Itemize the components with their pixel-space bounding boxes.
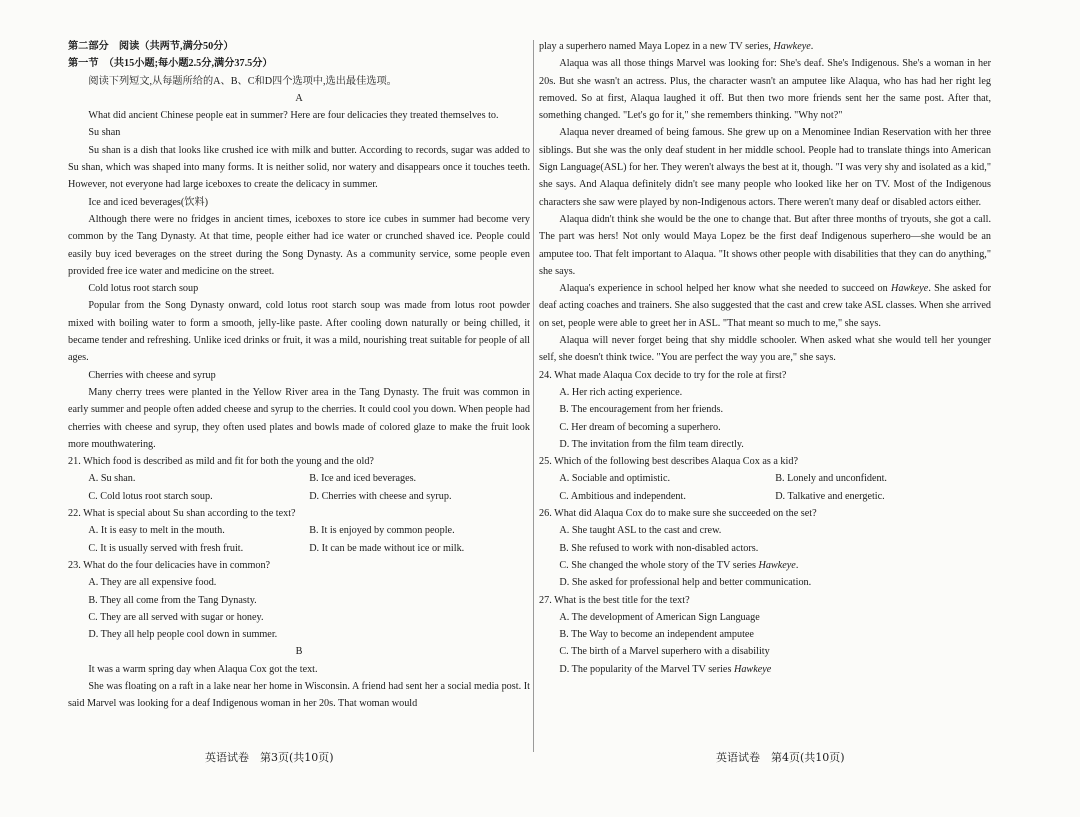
heading-cherries: Cherries with cheese and syrup — [88, 369, 216, 381]
option-23-b: B. They all come from the Tang Dynasty. — [88, 594, 257, 606]
column-divider — [533, 40, 534, 752]
option-24-b: B. The encouragement from her friends. — [559, 404, 723, 416]
option-27-b: B. The Way to become an independent amputee — [559, 629, 754, 641]
heading-ice-beverages: Ice and iced beverages(饮料) — [88, 196, 209, 208]
show-title: Hawkeye — [758, 559, 796, 571]
question-21-options — [68, 470, 530, 505]
question-22: 22. What is special about Su shan according to the text? — [68, 508, 296, 520]
option-27-c: C. The birth of a Marvel superhero with a disability — [559, 646, 770, 658]
option-21-b: B. Ice and iced beverages. — [309, 473, 417, 485]
question-25-options — [539, 470, 991, 505]
option-24-c: C. Her dream of becoming a superhero. — [559, 421, 721, 433]
left-column — [68, 38, 530, 713]
instructions: 阅读下列短文,从每题所给的A、B、C和D四个选项中,选出最佳选项。 — [88, 75, 397, 87]
option-22-d: D. It can be made without ice or milk. — [309, 542, 465, 554]
option-21-d: D. Cherries with cheese and syrup. — [309, 490, 452, 502]
passage-b-continuation: play a superhero named Maya Lopez in a new TV series, Hawkeye. — [539, 41, 814, 52]
section-title: 第二部分 阅读（共两节,满分50分） — [68, 41, 234, 52]
question-23: 23. What do the four delicacies have in common? — [68, 559, 271, 571]
heading-su-shan: Su shan — [88, 127, 121, 139]
question-24: 24. What made Alaqua Cox decide to try for the role at first? — [539, 369, 787, 381]
option-24-d: D. The invitation from the film team directly. — [559, 438, 744, 450]
option-23-c: C. They are all served with sugar or honey. — [88, 611, 264, 623]
passage-a-intro: What did ancient Chinese people eat in summer? Here are four delicacies they treated themselves to. — [88, 110, 499, 122]
question-27: 27. What is the best title for the text? — [539, 594, 690, 606]
heading-lotus-soup: Cold lotus root starch soup — [88, 283, 199, 295]
option-26-d: D. She asked for professional help and better communication. — [559, 577, 812, 589]
show-title: Hawkeye — [733, 663, 772, 675]
passage-b-paragraph-3: Alaqua was all those things Marvel was looking for: She's deaf. She's Indigenous. She's a woman in her 20s. But she wasn't an actress. Plus, the character wasn't an amputee like Alaqua, who has had her right leg removed. So at first, Alaqua laughed it off. But then two more friends sent her the same post. After that, something changed. "Let's go for it," she remembers thinking. "Why not?" — [539, 58, 991, 122]
question-25: 25. Which of the following best describes Alaqua Cox as a kid? — [539, 456, 798, 468]
option-25-c: C. Ambitious and independent. — [559, 490, 686, 502]
passage-b-paragraph-2: She was floating on a raft in a lake near her home in Wisconsin. A friend had sent her a social media post. It said Marvel was looking for a deaf Indigenous woman in her 20s. That woman would — [68, 680, 530, 710]
option-25-b: B. Lonely and unconfident. — [775, 473, 887, 485]
option-25-d: D. Talkative and energetic. — [775, 490, 885, 502]
option-23-a: A. They are all expensive food. — [88, 577, 217, 589]
option-23-d: D. They all help people cool down in summer. — [88, 629, 278, 641]
option-26-b: B. She refused to work with non-disabled actors. — [559, 542, 759, 554]
option-21-a: A. Su shan. — [88, 473, 136, 485]
option-26-a: A. She taught ASL to the cast and crew. — [559, 525, 722, 537]
option-22-a: A. It is easy to melt in the mouth. — [88, 525, 225, 537]
option-27-a: A. The development of American Sign Language — [559, 611, 760, 623]
passage-a-label: A — [295, 92, 303, 104]
option-24-a: A. Her rich acting experience. — [559, 386, 683, 398]
option-27-d: D. The popularity of the Marvel TV series Hawkeye — [559, 663, 772, 675]
right-column — [539, 38, 991, 678]
passage-b-label: B — [295, 646, 303, 658]
paragraph-ice-beverages: Although there were no fridges in ancient times, iceboxes to store ice cubes in summer had become very common by the Tang Dynasty. At that time, people either had ice water or crunched shaved ice. People could easily buy iced beverages on the street during the Song Dynasty. As a community service, some people even provided free ice water and medicine on the street. — [68, 213, 530, 277]
part-title: 第一节 （共15小题;每小题2.5分,满分37.5分） — [68, 58, 273, 70]
paragraph-su-shan: Su shan is a dish that looks like crushed ice with milk and butter. According to records, sugar was added to Su shan, which was shaped into many forms. It is neither solid, nor watery and disappears once it touches teeth. However, not everyone had large iceboxes to create the delicacy in summer. — [68, 144, 530, 191]
show-title: Hawkeye — [890, 283, 929, 295]
passage-b-paragraph-1: It was a warm spring day when Alaqua Cox got the text. — [88, 663, 318, 675]
passage-b-paragraph-6: Alaqua's experience in school helped her know what she needed to succeed on Hawkeye. She asked for deaf acting coaches and trainers. She also suggested that the cast and crew take ASL classes. When she arrived on set, people were able to greet her in ASL. "That meant so much to me," she says. — [539, 283, 991, 329]
page-footer-left: 英语试卷 第3页(共10页) — [205, 751, 334, 764]
page-footer-right: 英语试卷 第4页(共10页) — [716, 751, 845, 764]
option-22-b: B. It is enjoyed by common people. — [309, 525, 455, 537]
option-22-c: C. It is usually served with fresh fruit. — [88, 542, 244, 554]
passage-b-paragraph-7: Alaqua will never forget being that shy middle schooler. When asked what she would tell her younger self, she doesn't think twice. "You are perfect the way you are," she says. — [539, 335, 991, 364]
question-21: 21. Which food is described as mild and fit for both the young and the old? — [68, 456, 374, 468]
paragraph-lotus-soup: Popular from the Song Dynasty onward, cold lotus root starch soup was made from lotus root powder mixed with boiling water to form a smooth, jelly-like paste. After cooling down naturally or being chilled, it became tender and refreshing. Unlike iced drinks or fruit, it was a mild, nourishing treat suitable for people of all ages. — [68, 300, 530, 364]
paragraph-cherries: Many cherry trees were planted in the Yellow River area in the Tang Dynasty. The fruit was common in early summer and people often added cheese and syrup to the cherries. It could cool you down. When people had cherries with cheese and syrup, they often used plates and bowls made of colored glaze to make the fruit look more mouthwatering. — [68, 386, 530, 450]
question-22-options — [68, 522, 530, 557]
option-25-a: A. Sociable and optimistic. — [559, 473, 671, 485]
show-title: Hawkeye — [773, 41, 811, 52]
option-21-c: C. Cold lotus root starch soup. — [88, 490, 213, 502]
question-26: 26. What did Alaqua Cox do to make sure she succeeded on the set? — [539, 508, 817, 520]
passage-b-paragraph-5: Alaqua didn't think she would be the one to change that. But after three months of tryouts, she got a call. The part was hers! Not only would Maya Lopez be the first deaf Indigenous superhero—she would be an amputee too. That felt important to Alaqua. "It shows other people with disabilities that they can do anything," she says. — [539, 213, 991, 277]
option-26-c: C. She changed the whole story of the TV series Hawkeye. — [559, 559, 799, 571]
passage-b-paragraph-4: Alaqua never dreamed of being famous. She grew up on a Menominee Indian Reservation with her three siblings. But she was the only deaf student in her middle school. People had to translate things into American Sign Language(ASL) for her. They weren't always the best at it, though. "I was very shy and isolated as a kid," she says. And Alaqua definitely didn't see many people who looked like her on TV. Most of the Indigenous characters she saw were played by non-Indigenous actors. There weren't many deaf or disabled actors either. — [539, 127, 991, 208]
